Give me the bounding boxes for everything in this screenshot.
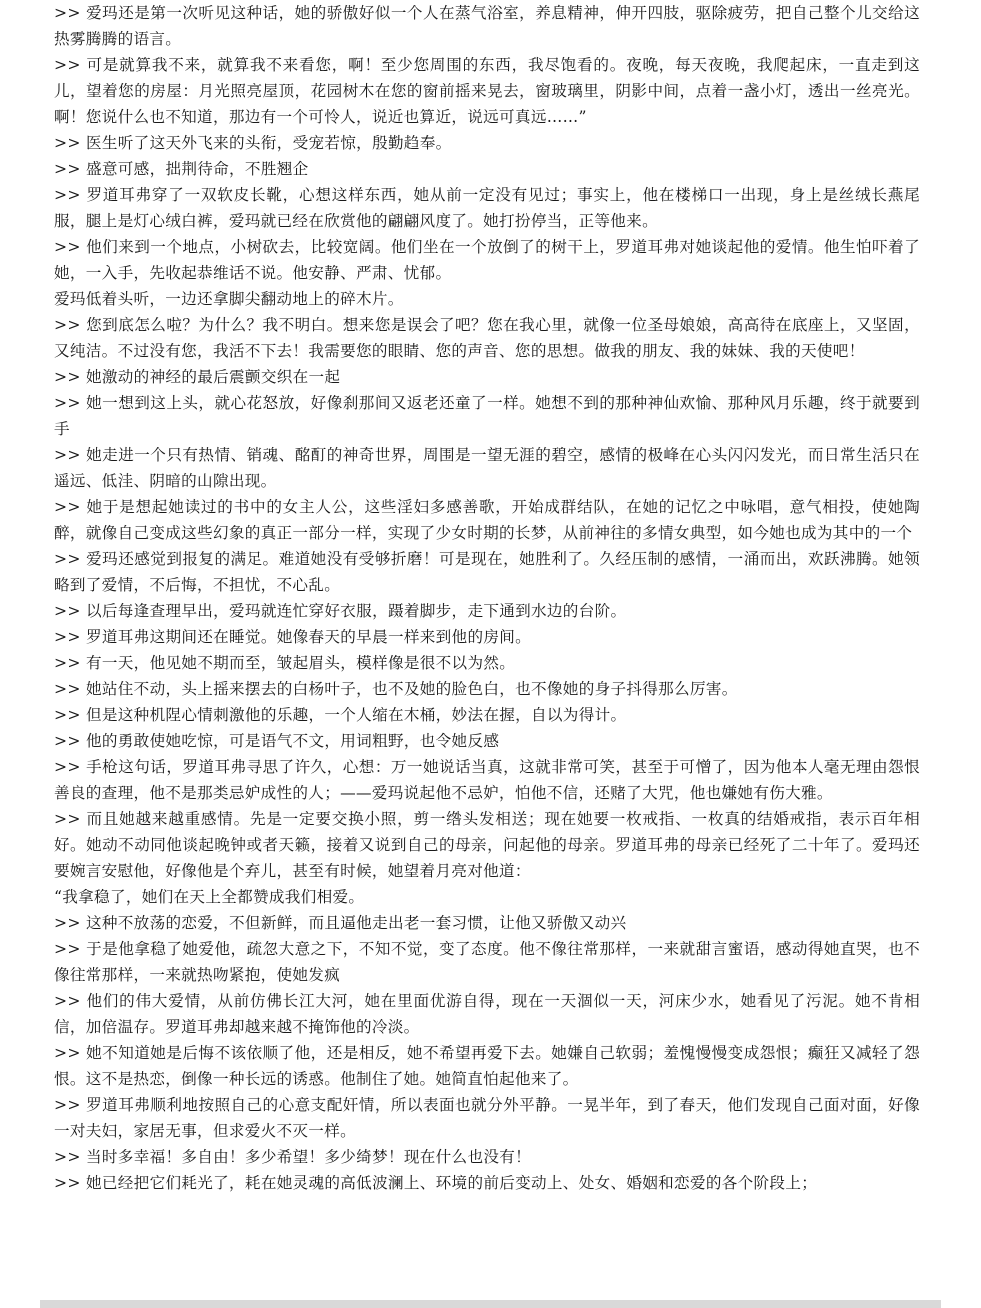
paragraph: >> 她于是想起她读过的书中的女主人公，这些淫妇多感善歌，开始成群结队，在她的记忆之中咏唱，意气相投，使她陶醉，就像自己变成这些幻象的真正一部分一样，实现了少女时期的长梦，从前神往的多情女典型，如今她也成为其中的一个	[54, 498, 920, 542]
paragraph: >> 爱玛还感觉到报复的满足。难道她没有受够折磨！可是现在，她胜利了。久经压制的感情，一涌而出，欢跃沸腾。她领略到了爱情，不后悔，不担忧，不心乱。	[54, 550, 920, 594]
paragraph: >> 您到底怎么啦？为什么？我不明白。想来您是误会了吧？您在我心里，就像一位圣母娘娘，高高待在底座上，又坚固，又纯洁。不过没有您，我活不下去！我需要您的眼睛、您的声音、您的思想。做我的朋友、我的妹妹、我的天使吧！	[54, 316, 920, 360]
paragraph: >> 罗道耳弗穿了一双软皮长靴，心想这样东西，她从前一定没有见过；事实上，他在楼梯口一出现，身上是丝绒长燕尾服，腿上是灯心绒白裤，爱玛就已经在欣赏他的翩翩风度了。她打扮停当，正等他来。	[54, 186, 920, 230]
paragraph: >> 有一天，他见她不期而至，皱起眉头，模样像是很不以为然。	[54, 654, 516, 672]
paragraph: “我拿稳了，她们在天上全都赞成我们相爱。	[54, 888, 365, 906]
paragraph: >> 她激动的神经的最后震颤交织在一起	[54, 368, 341, 386]
paragraph: >> 当时多幸福！多自由！多少希望！多少绮梦！现在什么也没有！	[54, 1148, 532, 1166]
paragraph: >> 她站住不动，头上摇来摆去的白杨叶子，也不及她的脸色白，也不像她的身子抖得那么厉害。	[54, 680, 738, 698]
paragraph: >> 她已经把它们耗光了，耗在她灵魂的高低波澜上、环境的前后变动上、处女、婚姻和恋爱的各个阶段上；	[54, 1174, 818, 1192]
paragraph: >> 但是这种机陧心情刺激他的乐趣，一个人缩在木桶，妙法在握，自以为得计。	[54, 706, 627, 724]
paragraph: >> 他的勇敢使她吃惊，可是语气不文，用词粗野，也令她反感	[54, 732, 500, 750]
paragraph: >> 以后每逢查理早出，爱玛就连忙穿好衣服，蹑着脚步，走下通到水边的台阶。	[54, 602, 627, 620]
paragraph: 爱玛低着头听，一边还拿脚尖翻动地上的碎木片。	[54, 290, 404, 308]
paragraph: >> 爱玛还是第一次听见这种话，她的骄傲好似一个人在蒸气浴室，养息精神，伸开四肢，驱除疲劳，把自己整个儿交给这热雾腾腾的语言。	[54, 4, 920, 48]
paragraph: >> 这种不放荡的恋爱，不但新鲜，而且逼他走出老一套习惯，让他又骄傲又动兴	[54, 914, 627, 932]
paragraph: >> 她一想到这上头，就心花怒放，好像刹那间又返老还童了一样。她想不到的那种神仙欢愉、那种风月乐趣，终于就要到手	[54, 394, 920, 438]
paragraph: >> 手枪这句话，罗道耳弗寻思了许久，心想：万一她说话当真，这就非常可笑，甚至于可憎了，因为他本人毫无理由怨恨善良的查理，他不是那类忌妒成性的人；——爱玛说起他不忌妒，怕他不信，还赌了大咒，他也嫌她有伤大雅。	[54, 758, 920, 802]
paragraph: >> 于是他拿稳了她爱他，疏忽大意之下，不知不觉，变了态度。他不像往常那样，一来就甜言蜜语，感动得她直哭，也不像往常那样，一来就热吻紧抱，使她发疯	[54, 940, 920, 984]
document-body	[54, 0, 920, 1300]
paragraph: >> 他们来到一个地点，小树砍去，比较宽阔。他们坐在一个放倒了的树干上，罗道耳弗对她谈起他的爱情。他生怕吓着了她，一入手，先收起恭维话不说。他安静、严肃、忧郁。	[54, 238, 920, 282]
paragraph: >> 医生听了这天外飞来的头衔，受宠若惊，殷勤趋奉。	[54, 134, 452, 152]
paragraph: >> 盛意可感，拙荆待命，不胜翘企	[54, 160, 309, 178]
paragraph: >> 罗道耳弗这期间还在睡觉。她像春天的早晨一样来到他的房间。	[54, 628, 532, 646]
horizontal-scrollbar[interactable]	[40, 1300, 941, 1308]
paragraph: >> 而且她越来越重感情。先是一定要交换小照，剪一绺头发相送；现在她要一枚戒指、一枚真的结婚戒指，表示百年相好。她动不动同他谈起晚钟或者天籁，接着又说到自己的母亲，问起他的母亲。罗道耳弗的母亲已经死了二十年了。爱玛还要婉言安慰他，好像他是个弃儿，甚至有时候，她望着月亮对他道：	[54, 810, 920, 880]
paragraph: >> 他们的伟大爱情，从前仿佛长江大河，她在里面优游自得，现在一天涸似一天，河床少水，她看见了污泥。她不肯相信，加倍温存。罗道耳弗却越来越不掩饰他的冷淡。	[54, 992, 920, 1036]
paragraph: >> 可是就算我不来，就算我不来看您，啊！至少您周围的东西，我尽饱看的。夜晚，每天夜晚，我爬起床，一直走到这儿，望着您的房屋：月光照亮屋顶，花园树木在您的窗前摇来晃去，窗玻璃里，阴影中间，点着一盏小灯，透出一丝亮光。啊！您说什么也不知道，那边有一个可怜人，说近也算近，说远可真远……”	[54, 56, 920, 126]
paragraph: >> 她不知道她是后悔不该依顺了他，还是相反，她不希望再爱下去。她嫌自己软弱；羞愧慢慢变成怨恨；癫狂又减轻了怨恨。这不是热恋，倒像一种长远的诱惑。他制住了她。她简直怕起他来了。	[54, 1044, 920, 1088]
paragraph: >> 罗道耳弗顺利地按照自己的心意支配奸情，所以表面也就分外平静。一晃半年，到了春天，他们发现自己面对面，好像一对夫妇，家居无事，但求爱火不灭一样。	[54, 1096, 920, 1140]
paragraph: >> 她走进一个只有热情、销魂、酩酊的神奇世界，周围是一望无涯的碧空，感情的极峰在心头闪闪发光，而日常生活只在遥远、低洼、阴暗的山隙出现。	[54, 446, 920, 490]
